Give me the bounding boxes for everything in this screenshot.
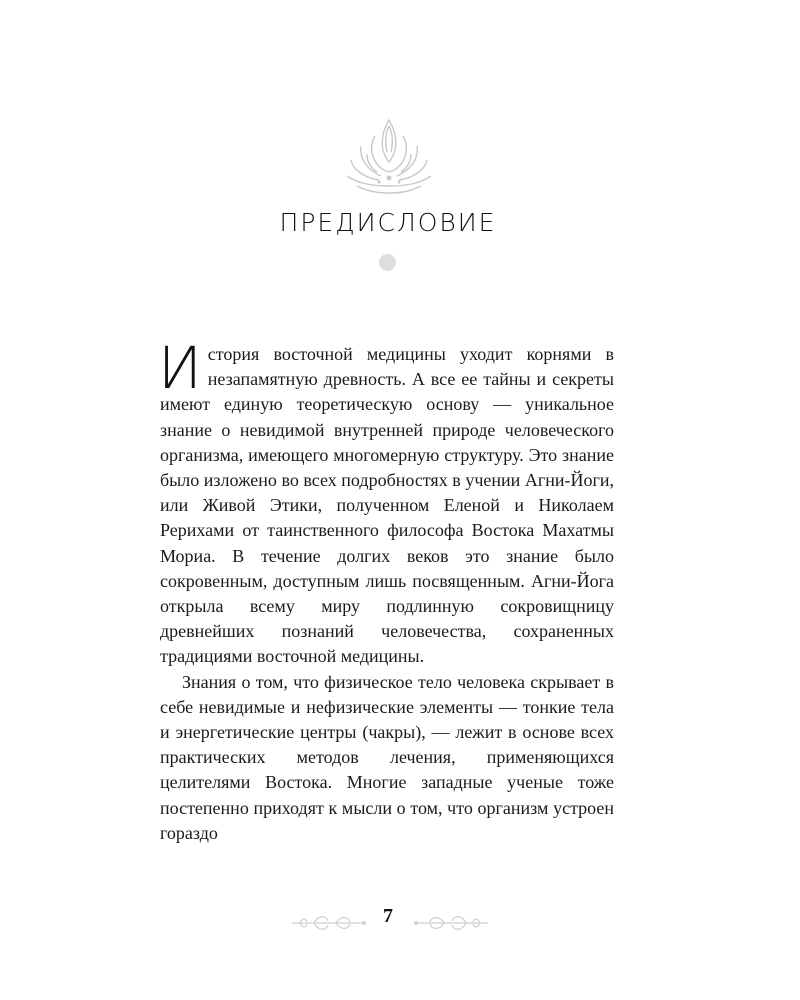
floral-ornament-icon	[290, 911, 370, 935]
chapter-title: ПРЕДИСЛОВИЕ	[279, 208, 497, 237]
floral-ornament-icon	[410, 911, 490, 935]
circle-dot-icon	[379, 254, 396, 271]
page-number: 7	[383, 905, 393, 927]
page-footer	[0, 905, 800, 941]
lotus-praying-hands-icon	[343, 116, 435, 196]
body-text	[158, 334, 614, 846]
paragraph-2: Знания о том, что физическое тело человека скрывает в себе невидимые и нефизические элементы — тонкие тела и энергетические центры (чакры), — лежит в основе всех практических методов лечения, применяющихся целителями Востока. Многие западные ученые тоже постепенно приходят к мысли о том, что организм устроен гораздо	[160, 671, 614, 843]
paragraph-1	[158, 334, 614, 670]
paragraph-1-text: стория восточной медицины уходит корнями в незапамятную древность. А все ее тайны и секреты имеют единую теоретическую основу — уникальное знание о невидимой внутренней природе человеческого организма, имеющего многомерную структуру. Это знание было изложено во всех подробностях в учении Агни-Йоги, или Живой Этики, полученном Еленой и Николаем Рерихами от таинственного философа Востока Махатмы Мориа. В течение долгих веков это знание было сокровенным, доступным лишь посвященным. Агни-Йога открыла всему миру подлинную сокровищницу древнейших познаний человечества, сохраненных традициями восточной медицины.	[160, 344, 614, 667]
drop-cap: И	[158, 334, 202, 402]
